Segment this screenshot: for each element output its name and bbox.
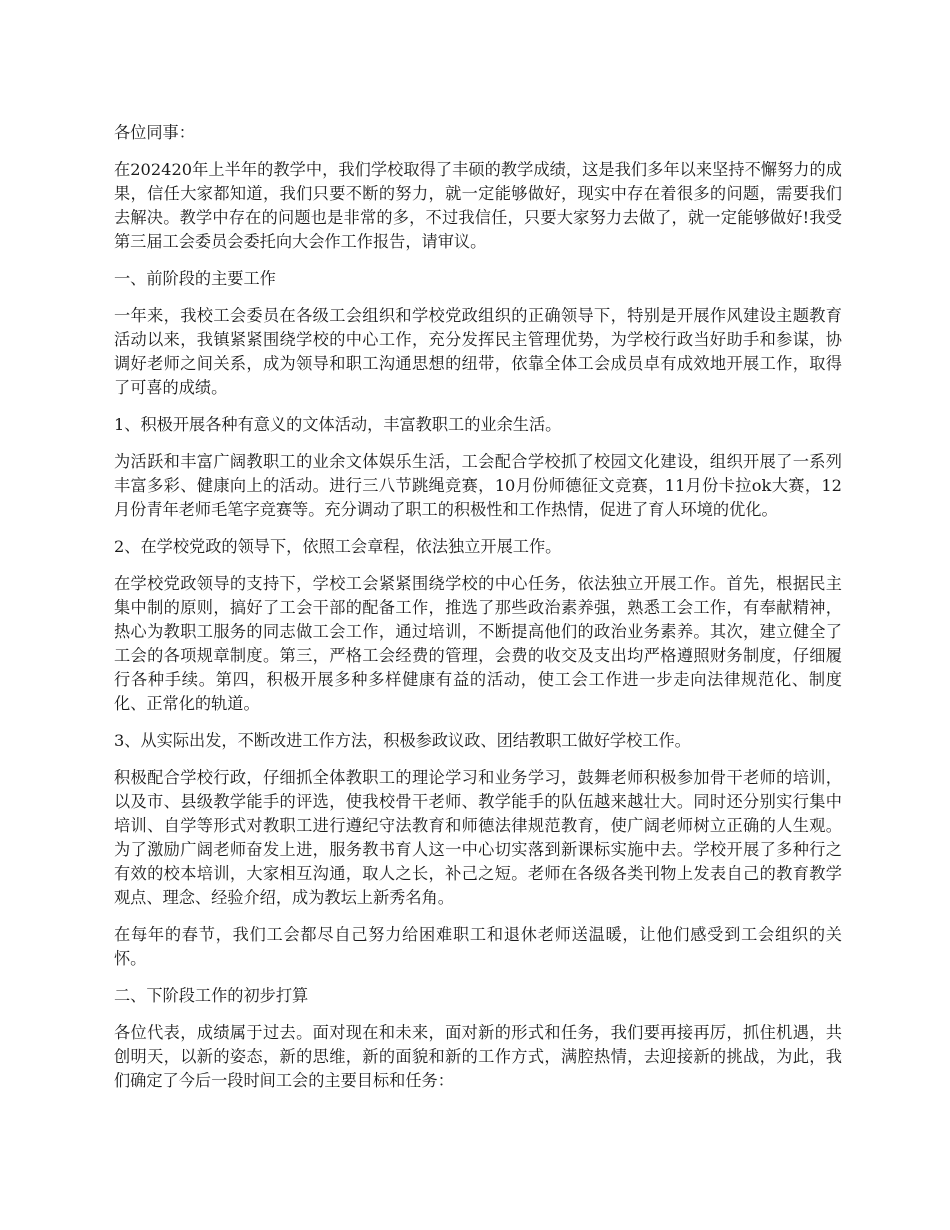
improve-methods-paragraph: 积极配合学校行政，仔细抓全体教职工的理论学习和业务学习，鼓舞老师积极参加骨干老师的培训，以及市、县级教学能手的评选，使我校骨干老师、教学能手的队伍越来越壮大。同时还分别实行集中培训、自学等形式对教职工进行遵纪守法教育和师德法律规范教育，使广阔老师树立正确的人生观。为了激励广阔老师奋发上进，服务教书育人这一中心切实落到新课标实施中去。学校开展了多种行之有效的校本培训，大家相互沟通，取人之长，补己之短。老师在各级各类刊物上发表自己的教育教学观点、理念、经验介绍，成为教坛上新秀名角。 <box>114 768 842 907</box>
item-heading-independent-work: 2、在学校党政的领导下，依照工会章程，依法独立开展工作。 <box>114 537 562 556</box>
intro-paragraph: 在202420年上半年的教学中，我们学校取得了丰硕的教学成绩，这是我们多年以来坚持不懈努力的成果，信任大家都知道，我们只要不断的努力，就一定能够做好，现实中存在着很多的问题，需要我们去解决。教学中存在的问题也是非常的多，不过我信任，只要大家努力去做了，就一定能够做好!我受第三届工会委员会委托向大会作工作报告，请审议。 <box>114 160 842 251</box>
next-plans-paragraph: 各位代表，成绩属于过去。面对现在和未来，面对新的形式和任务，我们要再接再厉，抓住机遇，共创明天，以新的姿态，新的思维，新的面貌和新的工作方式，满腔热情，去迎接新的挑战，为此，我们确定了今后一段时间工会的主要目标和任务： <box>114 1023 842 1090</box>
section-summary-paragraph: 一年来，我校工会委员在各级工会组织和学校党政组织的正确领导下，特别是开展作风建设主题教育活动以来，我镇紧紧围绕学校的中心工作，充分发挥民主管理优势，为学校行政当好助手和参谋，协调好老师之间关系，成为领导和职工沟通思想的纽带，依靠全体工会成员卓有成效地开展工作，取得了可喜的成绩。 <box>114 306 842 397</box>
section-heading-previous-work: 一、前阶段的主要工作 <box>114 269 276 288</box>
document-body <box>114 121 842 1106</box>
spring-festival-paragraph: 在每年的春节，我们工会都尽自己努力给困难职工和退休老师送温暖，让他们感受到工会组织的关怀。 <box>114 925 842 968</box>
independent-work-paragraph: 在学校党政领导的支持下，学校工会紧紧围绕学校的中心任务，依法独立开展工作。首先，根据民主集中制的原则，搞好了工会干部的配备工作，推选了那些政治素养强，熟悉工会工作，有奉献精神，热心为教职工服务的同志做工会工作，通过培训，不断提高他们的政治业务素养。其次，建立健全了工会的各项规章制度。第三，严格工会经费的管理，会费的收交及支出均严格遵照财务制度，仔细履行各种手续。第四，积极开展多种多样健康有益的活动，使工会工作进一步走向法律规范化、制度化、正常化的轨道。 <box>114 574 842 713</box>
item-heading-improve-methods: 3、从实际出发，不断改进工作方法，积极参政议政、团结教职工做好学校工作。 <box>114 731 691 750</box>
cultural-activities-paragraph: 为活跃和丰富广阔教职工的业余文体娱乐生活，工会配合学校抓了校园文化建设，组织开展了一系列丰富多彩、健康向上的活动。进行三八节跳绳竞赛，10月份师德征文竞赛，11月份卡拉ok大赛，12月份青年老师毛笔字竞赛等。充分调动了职工的积极性和工作热情，促进了育人环境的优化。 <box>114 452 842 519</box>
item-heading-cultural-activities: 1、积极开展各种有意义的文体活动，丰富教职工的业余生活。 <box>114 415 562 434</box>
section-heading-next-plans: 二、下阶段工作的初步打算 <box>114 986 309 1005</box>
greeting: 各位同事： <box>114 123 195 142</box>
